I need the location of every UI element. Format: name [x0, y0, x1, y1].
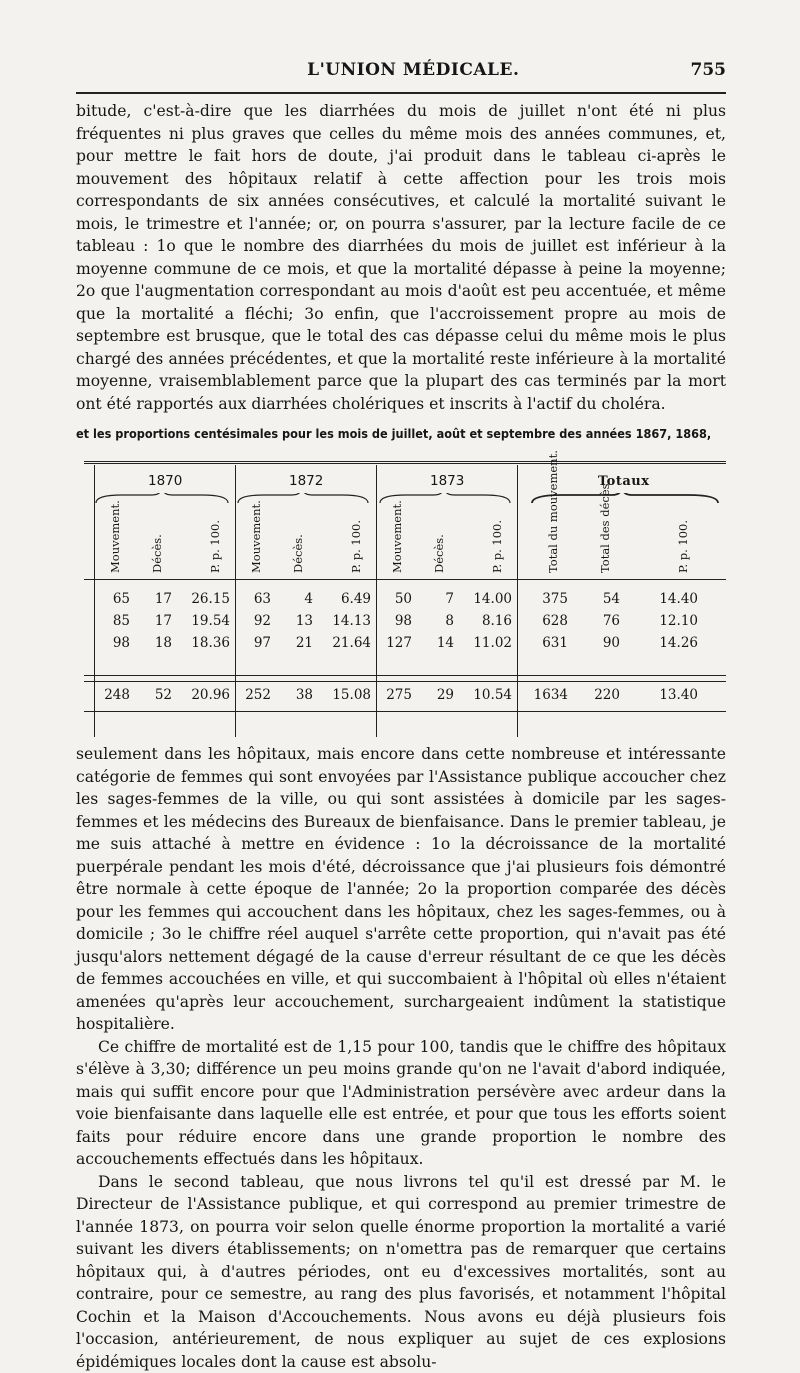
table-cell: 631: [522, 635, 568, 651]
paragraph-top: bitude, c'est-à-dire que les diarrhées du mois de juillet n'ont été ni plus fréquentes ni plus graves que celles du même mois des années communes, et, pour mettre le fait hors de doute, j'ai produit dans le tableau ci-après le mouvement des hôpitaux relatif à cette affection pour les trois mois correspondants de six années consécutives, et calculé la mortalité suivant le mois, le trimestre et l'année; or, on pourra s'assurer, par la lecture facile de ce tableau : 1o que le nombre des diarrhées du mois de juillet est inférieur à la moyenne commune de ce mois, et que la mortalité dépasse à peine la moyenne; 2o que l'augmentation correspondant au mois d'août est peu accentuée, et même que la mortalité a fléchi; 3o enfin, que l'accroissement propre au mois de septembre est brusque, que le total des cas dépasse celui du même mois le plus chargé des années précédentes, et que la mortalité reste inférieure à la mortalité moyenne, vraisemblablement parce que la plupart des cas terminés par la mort ont été rapportés aux diarrhées cholériques et inscrits à l'actif du choléra.: [76, 100, 726, 415]
table-cell: 85: [84, 613, 130, 629]
table-cell: 12.10: [652, 613, 698, 629]
total-cell: 248: [84, 687, 130, 703]
paragraph-2: seulement dans les hôpitaux, mais encore dans cette nombreuse et intéressante catégorie de femmes qui sont envoyées par l'Assistance publique accoucher chez les sages-femmes de la ville, ou qui sont assistées à domicile par les sages-femmes et les médecins des Bureaux de bienfaisance. Dans le premier tableau, je me suis attaché à mettre en évidence : 1o la décroissance de la mortalité puerpérale pendant les mois d'été, décroissance que j'ai plusieurs fois démontré être normale à cette époque de l'année; 2o la proportion comparée des décès pour les femmes qui accouchent dans les hôpitaux, chez les sages-femmes, ou à domicile ; 3o le chiffre réel auquel s'arrête cette proportion, qui n'avait pas été jusqu'alors nettement dégagé de la cause d'erreur résultant de ce que les décès de femmes accouchées en ville, et qui succombaient à l'hôpital où elles n'étaient amenées qu'après leur accouchement, surchargeaient indûment la statistique hospitalière.: [76, 743, 726, 1036]
paragraph-4: Dans le second tableau, que nous livrons tel qu'il est dressé par M. le Directeur de l'Assistance publique, et qui correspond au premier trimestre de l'année 1873, on pourra voir selon quelle énorme proportion la mortalité a varié suivant les divers établissements; on n'omettra pas de remarquer que certains hôpitaux qui, à d'autres périodes, ont eu d'excessives mortalités, sont au contraire, pour ce semestre, au rang des plus favorisés, et notamment l'hôpital Cochin et la Maison d'Accouchements. Nous avons eu déjà plusieurs fois l'occasion, antérieurement, de nous expliquer au sujet de ces explosions épidémiques locales dont la cause est absolu-: [76, 1171, 726, 1373]
table-cell: 98: [84, 635, 130, 651]
table-cell: 90: [574, 635, 620, 651]
table-cell: 65: [84, 591, 130, 607]
column-header: Mouvement.: [390, 503, 404, 573]
year-header-1872: 1872: [289, 473, 323, 489]
table-cell: 6.49: [325, 591, 371, 607]
running-header: [76, 60, 726, 88]
total-cell: 20.96: [184, 687, 230, 703]
table-cell: 8: [408, 613, 454, 629]
total-cell: 13.40: [652, 687, 698, 703]
table-cell: 18: [126, 635, 172, 651]
table-bottom-rule: [84, 711, 726, 712]
column-header: P. p. 100.: [676, 503, 690, 573]
table-cell: 14: [408, 635, 454, 651]
totals-top-rule-2: [84, 681, 726, 682]
header-rule: [76, 92, 726, 94]
table-cell: 14.40: [652, 591, 698, 607]
table-cell: 26.15: [184, 591, 230, 607]
table-cell: 54: [574, 591, 620, 607]
column-header: Total du mouvement.: [546, 503, 560, 573]
table-cell: 76: [574, 613, 620, 629]
table-cell: 628: [522, 613, 568, 629]
journal-title: L'UNION MÉDICALE.: [76, 60, 691, 80]
total-cell: 10.54: [466, 687, 512, 703]
table-cell: 11.02: [466, 635, 512, 651]
column-header: P. p. 100.: [208, 503, 222, 573]
header-bottom-rule: [84, 579, 726, 580]
column-header: P. p. 100.: [490, 503, 504, 573]
table-cell: 375: [522, 591, 568, 607]
table-cell: 17: [126, 613, 172, 629]
column-header: P. p. 100.: [349, 503, 363, 573]
table-cell: 21.64: [325, 635, 371, 651]
table-cell: 14.13: [325, 613, 371, 629]
year-header-1870: 1870: [148, 473, 182, 489]
table-top-rule: [84, 461, 726, 464]
table-cell: 92: [225, 613, 271, 629]
table-caption: et les proportions centésimales pour les mois de juillet, août et septembre des années 1867, 1868,: [76, 425, 726, 443]
column-header: Décès.: [432, 503, 446, 573]
paragraph-3: Ce chiffre de mortalité est de 1,15 pour 100, tandis que le chiffre des hôpitaux s'élève à 3,30; différence un peu moins grande qu'on ne l'avait d'abord indiquée, mais qui suffit encore pour que l'Administration persévère avec ardeur dans la voie bienfaisante dans laquelle elle est entrée, et pour que tous les efforts soient faits pour réduire encore dans une grande proportion le nombre des accouchements effectués dans les hôpitaux.: [76, 1036, 726, 1171]
column-header: Mouvement.: [249, 503, 263, 573]
total-cell: 38: [267, 687, 313, 703]
table-cell: 21: [267, 635, 313, 651]
table-cell: 98: [366, 613, 412, 629]
page: [76, 60, 726, 1373]
column-header: Décès.: [291, 503, 305, 573]
table-cell: 18.36: [184, 635, 230, 651]
table-cell: 63: [225, 591, 271, 607]
table-cell: 8.16: [466, 613, 512, 629]
table-cell: 127: [366, 635, 412, 651]
table-cell: 14.00: [466, 591, 512, 607]
column-header: Total des décès.: [598, 503, 612, 573]
total-cell: 252: [225, 687, 271, 703]
table-cell: 7: [408, 591, 454, 607]
group-divider-3: [517, 465, 518, 737]
year-header-1873: 1873: [430, 473, 464, 489]
column-header: Mouvement.: [108, 503, 122, 573]
column-header: Décès.: [150, 503, 164, 573]
statistics-table: [76, 461, 726, 743]
total-cell: 52: [126, 687, 172, 703]
page-number: 755: [691, 60, 727, 80]
table-cell: 14.26: [652, 635, 698, 651]
table-cell: 4: [267, 591, 313, 607]
total-cell: 1634: [522, 687, 568, 703]
table-cell: 50: [366, 591, 412, 607]
totals-header: Totaux: [598, 474, 649, 489]
total-cell: 15.08: [325, 687, 371, 703]
table-cell: 19.54: [184, 613, 230, 629]
header-braces: [92, 493, 722, 505]
total-cell: 220: [574, 687, 620, 703]
total-cell: 275: [366, 687, 412, 703]
total-cell: 29: [408, 687, 454, 703]
totals-top-rule: [84, 675, 726, 676]
table-cell: 97: [225, 635, 271, 651]
table-cell: 17: [126, 591, 172, 607]
table-cell: 13: [267, 613, 313, 629]
